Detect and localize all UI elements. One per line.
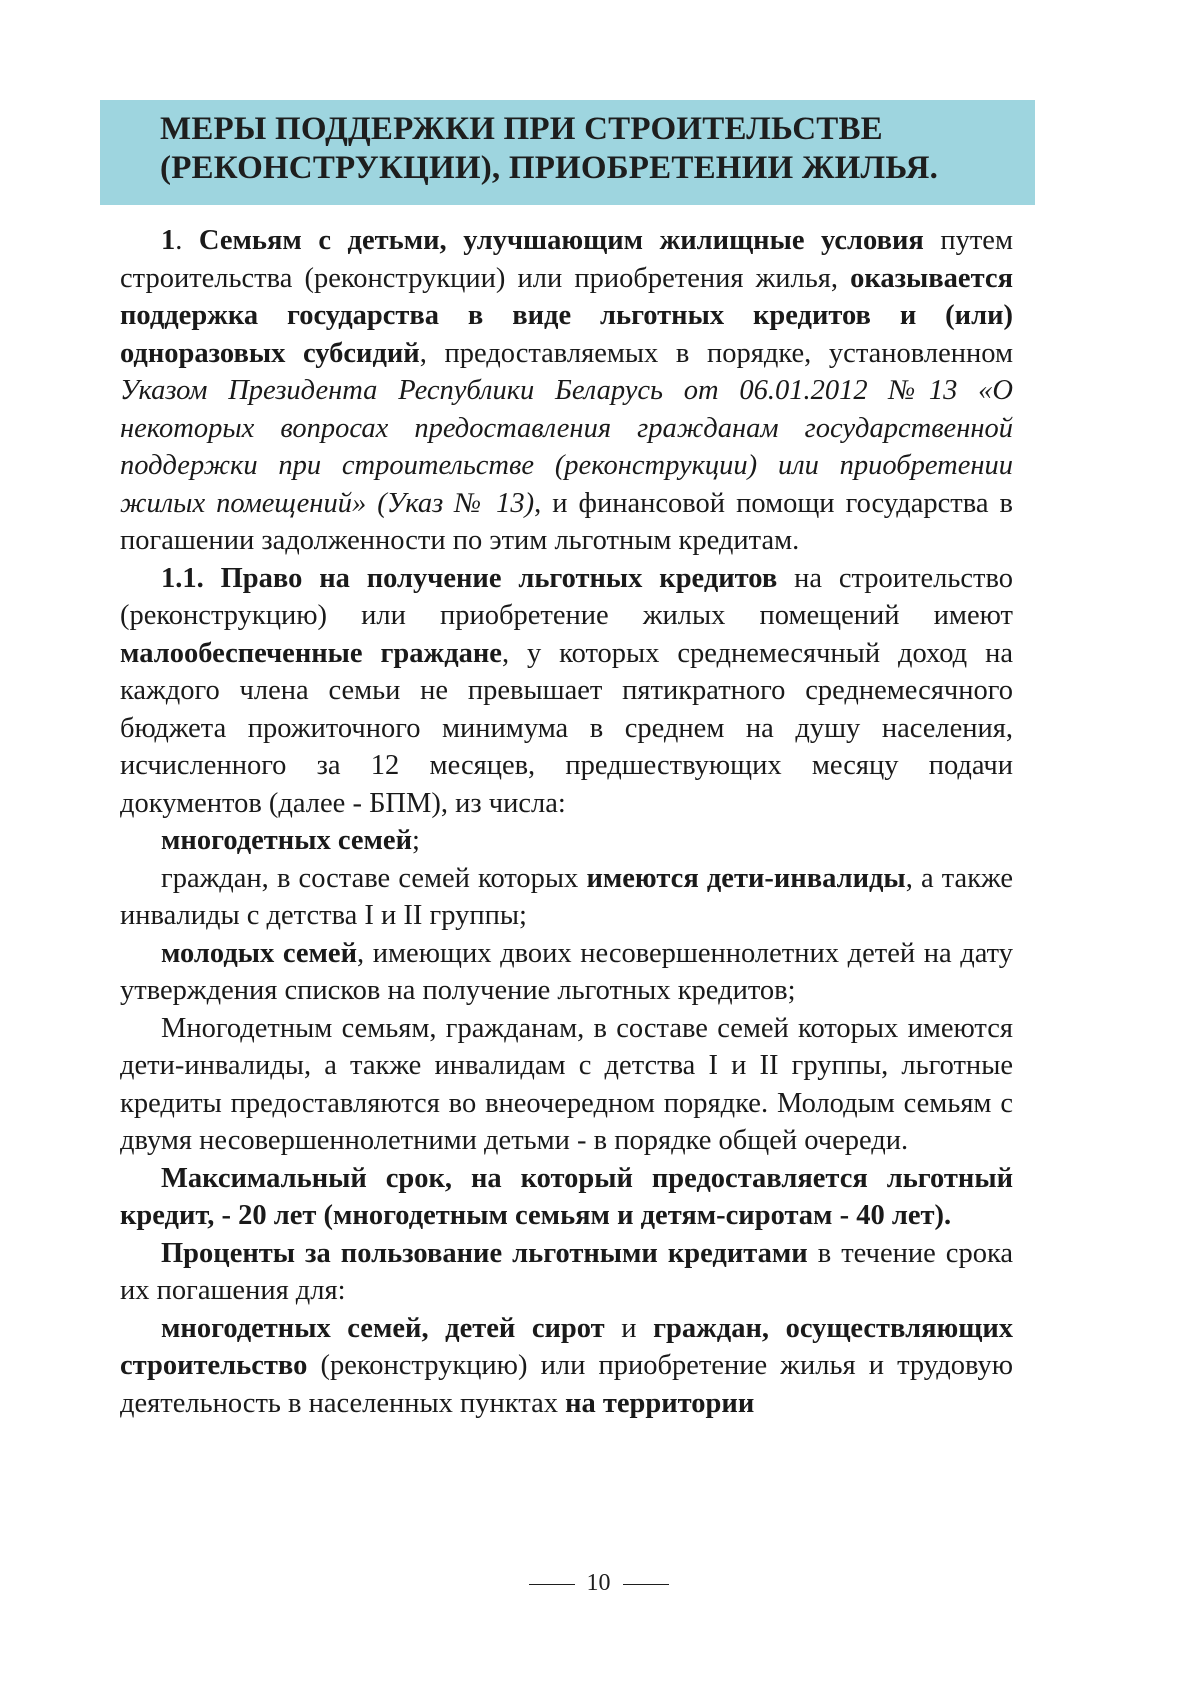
paragraph-1-number: 1 (161, 225, 176, 256)
decree-reference: Указом Президента Республики Беларусь от 06.01.2012 №13 «О некоторых вопросах предоставления гражданам государственной поддержки при строительстве (реконструкции) или приобретении жилых помещений» (Указ № 13) (120, 375, 1013, 519)
page-number: 10 (586, 1570, 611, 1596)
paragraph-1-bold-2: оказывается поддержка государства в виде льготных кредитов и (или) одноразовых субсидий (120, 262, 1013, 369)
paragraph-1-1: 1.1. Право на получение льготных кредитов на строительство (реконструкцию) или приобретение жилых помещений имеют малообеспеченные граждане, у которых среднемесячный доход на каждого члена семьи не превышает пятикратного среднемесячного бюджета прожиточного минимума в среднем на душу населения, исчисленного за 12 месяцев, предшествующих месяцу подачи документов (далее - БПМ), из числа: (120, 562, 1014, 819)
list-item-disabled-children: граждан, в составе семей которых имеются дети-инвалиды, а также инвалиды с детства I и II группы; (120, 862, 1014, 931)
paragraph-1-bold-1: Семьям с детьми, улучшающим жилищные условия (198, 225, 924, 256)
paragraph-max-term: Максимальный срок, на который предоставляется льготный кредит, - 20 лет (многодетным семьям и детям-сиротам - 40 лет). (120, 1162, 1013, 1231)
list-item-large-families: многодетных семей; (161, 825, 420, 856)
document-body (120, 222, 1013, 1422)
paragraph-priority-order: Многодетным семьям, гражданам, в составе семей которых имеются дети-инвалиды, а также инвалидам с детства I и II группы, льготные кредиты предоставляются во внеочередном порядке. Молодым семьям с двумя несовершеннолетними детьми - в порядке общей очереди. (120, 1012, 1013, 1156)
paragraph-1: 1. Семьям с детьми, улучшающим жилищные условия путем строительства (реконструкции) или приобретения жилья, оказывается поддержка государства в виде льготных кредитов и (или) одноразовых субсидий, предоставляемых в порядке, установленном Указом Президента Республики Беларусь от 06.01.2012 №13 «О некоторых вопросах предоставления гражданам государственной поддержки при строительстве (реконструкции) или приобретении жилых помещений» (Указ № 13), и финансовой помощи государства в погашении задолженности по этим льготным кредитам. (120, 225, 1013, 556)
section-title-line-1: МЕРЫ ПОДДЕРЖКИ ПРИ СТРОИТЕЛЬСТВЕ (160, 111, 883, 147)
footer-rule-right (623, 1584, 669, 1586)
section-header-band (100, 100, 1035, 205)
low-income-citizens: малообеспеченные граждане (120, 637, 502, 669)
section-title (160, 110, 1035, 188)
paragraph-interest: Проценты за пользование льготными кредитами в течение срока их погашения для: (120, 1237, 1014, 1306)
page-footer (0, 1570, 1197, 1597)
list-item-young-families: молодых семей, имеющих двоих несовершеннолетних детей на дату утверждения списков на получение льготных кредитов; (120, 937, 1013, 1006)
paragraph-interest-groups: многодетных семей, детей сирот и граждан, осуществляющих строительство (реконструкцию) или приобретение жилья и трудовую деятельность в населенных пунктах на территории (120, 1312, 1013, 1419)
paragraph-1-1-heading: 1.1. Право на получение льготных кредитов (161, 562, 778, 594)
section-title-line-2: (РЕКОНСТРУКЦИИ), ПРИОБРЕТЕНИИ ЖИЛЬЯ. (160, 150, 939, 186)
footer-rule-left (529, 1584, 575, 1586)
